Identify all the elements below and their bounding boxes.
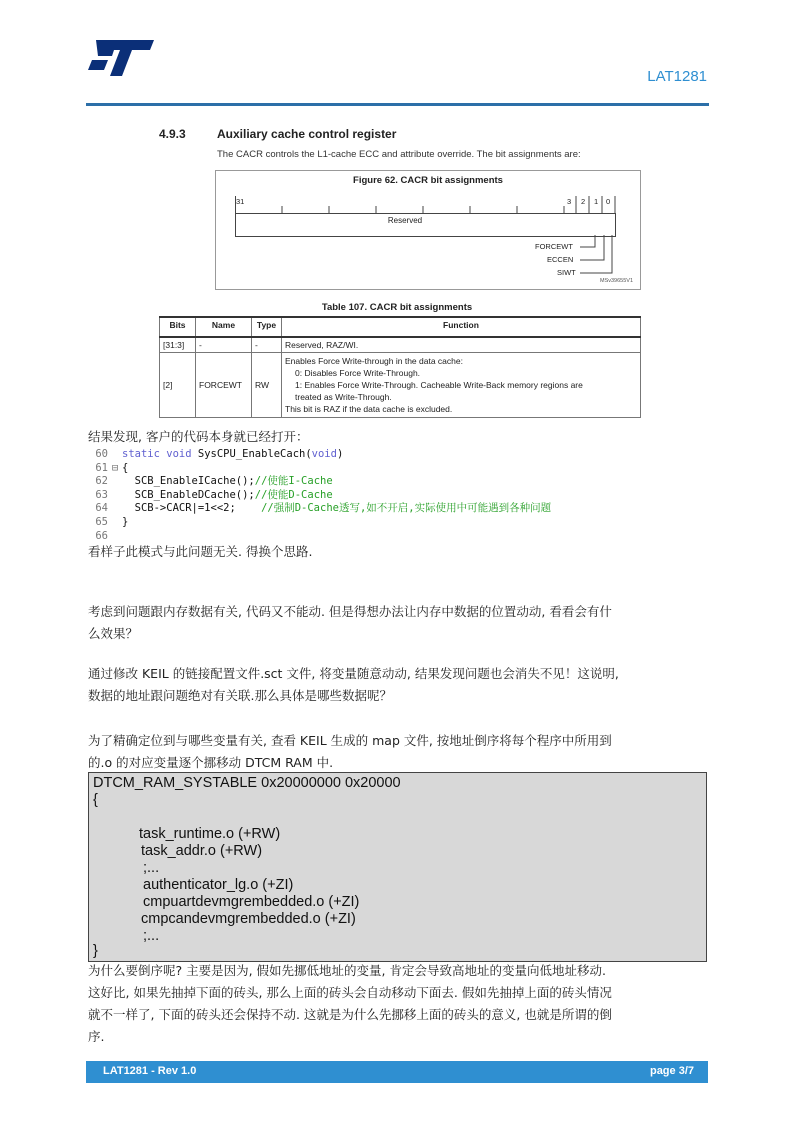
code-line [88, 475, 628, 489]
section-title: Auxiliary cache control register [217, 127, 397, 141]
field-eccen-label: ECCEN [547, 255, 574, 264]
paragraph: 结果发现, 客户的代码本身就已经打开： [88, 429, 309, 444]
paragraph-line: 考虑到问题跟内存数据有关, 代码又不能动. 但是得想办法让内存中数据的位置动动, 看看会有什 [88, 604, 612, 619]
paragraph [88, 730, 708, 774]
function-line: treated as Write-Through. [295, 392, 392, 402]
code-line: task_addr.o (+RW) [141, 843, 263, 859]
paragraph-line: 通过修改 KEIL 的链接配置文件.sct 文件, 将变量随意动动, 结果发现问题也会消失不见！这说明, [88, 666, 619, 681]
code-line: task_runtime.o (+RW) [139, 826, 281, 842]
code-text: } [122, 515, 129, 528]
line-number: 66 [95, 529, 108, 542]
table-cell: FORCEWT [196, 353, 252, 418]
field-forcewt-label: FORCEWT [535, 242, 573, 251]
code-line: ;... [143, 860, 160, 876]
table-cell: - [196, 337, 252, 353]
column-header: Bits [160, 317, 196, 337]
column-header: Type [252, 317, 282, 337]
paragraph-line: 这好比, 如果先抽掉下面的砖头, 那么上面的砖头会自动移动下面去. 假如先抽掉上面的砖头情况 [88, 985, 612, 1000]
line-number: 62 [95, 475, 108, 488]
table-cell: [31:3] [160, 337, 196, 353]
paragraph-line: 就不一样了, 下面的砖头还会保持不动. 这就是为什么先挪移上面的砖头的意义, 也就是所谓的倒 [88, 1007, 612, 1022]
line-number: 60 [95, 448, 108, 460]
line-number: 64 [95, 502, 108, 515]
st-logo [88, 38, 156, 78]
code-text: SCB_EnableDCache(); [122, 488, 255, 501]
code-line [88, 462, 628, 476]
code-line: cmpcandevmgrembedded.o (+ZI) [141, 911, 356, 927]
code-text: { [122, 461, 129, 474]
function-line: 1: Enables Force Write-Through. Cacheable Write-Back memory regions are [295, 380, 583, 390]
line-number: 63 [95, 488, 108, 501]
function-line: 0: Disables Force Write-Through. [295, 368, 421, 378]
bit-3-label: 3 [567, 197, 572, 206]
field-siwt-label: SIWT [557, 268, 576, 277]
code-line [88, 516, 628, 530]
paragraph [88, 960, 708, 1048]
table-cell: - [252, 337, 282, 353]
code-line [88, 489, 628, 503]
document-id: LAT1281 [647, 68, 707, 85]
function-line: Enables Force Write-through in the data cache: [285, 356, 463, 366]
paragraph [88, 601, 708, 645]
column-header: Name [196, 317, 252, 337]
bit-2-label: 2 [581, 197, 586, 206]
code-comment: //强制D-Cache透写,如不开启,实际使用中可能遇到各种问题 [261, 502, 552, 515]
column-header: Function [282, 317, 641, 337]
table-title: Table 107. CACR bit assignments [321, 302, 473, 313]
code-snippet [88, 448, 628, 542]
paragraph-line: 的.o 的对应变量逐个挪移动 DTCM RAM 中. [88, 755, 334, 770]
code-line: authenticator_lg.o (+ZI) [143, 877, 294, 893]
section-description: The CACR controls the L1-cache ECC and attribute override. The bit assignments are: [217, 149, 581, 160]
bit-1-label: 1 [594, 197, 599, 206]
table-row [160, 337, 641, 353]
paragraph-line: 序. [88, 1029, 105, 1044]
figure-code: MSv39655V1 [600, 278, 634, 284]
code-line: cmpuartdevmgrembedded.o (+ZI) [143, 894, 360, 910]
reference-manual-excerpt [153, 118, 641, 423]
table-cell: [2] [160, 353, 196, 418]
header-rule [86, 103, 709, 106]
paragraph-line: 么效果？ [88, 626, 139, 641]
bit-31-label: 31 [236, 197, 245, 206]
code-text: ) [336, 448, 344, 460]
section-number: 4.9.3 [159, 127, 186, 141]
code-keyword: void [311, 448, 337, 460]
code-line: { [93, 792, 98, 808]
code-line-cut [88, 529, 628, 542]
line-number: 65 [95, 515, 108, 528]
bit-0-label: 0 [606, 197, 611, 206]
figure-title: Figure 62. CACR bit assignments [353, 175, 503, 186]
code-comment: //使能I-Cache [254, 475, 333, 488]
paragraph: 看样子此模式与此问题无关. 得换个思路. [88, 544, 313, 559]
bit-assignments-table [159, 316, 641, 418]
paragraph-line: 为什么要倒序呢? 主要是因为, 假如先挪低地址的变量, 肯定会导致高地址的变量向低地址移动. [88, 963, 606, 978]
code-line [88, 448, 628, 462]
table-cell-function [282, 353, 641, 418]
table-row [160, 353, 641, 418]
footer-doc-revision: LAT1281 - Rev 1.0 [103, 1065, 197, 1077]
paragraph-line: 为了精确定位到与哪些变量有关, 查看 KEIL 生成的 map 文件, 按地址倒序将每个程序中所用到 [88, 733, 612, 748]
page-footer [86, 1061, 708, 1083]
table-cell: RW [252, 353, 282, 418]
code-text: SCB->CACR|=1<<2; [122, 502, 262, 515]
code-line [88, 502, 628, 516]
footer-page-number: page 3/7 [649, 1065, 694, 1077]
scatter-file-snippet [88, 772, 707, 962]
reserved-field-label: Reserved [387, 216, 423, 225]
code-line: DTCM_RAM_SYSTABLE 0x20000000 0x20000 [93, 775, 401, 791]
code-text: SysCPU_EnableCach( [191, 448, 312, 460]
code-keyword: static void [122, 448, 192, 460]
line-number: 61 [95, 461, 108, 474]
code-line: ;... [143, 928, 160, 944]
function-line: This bit is RAZ if the data cache is excluded. [285, 404, 453, 414]
fold-icon: ⊟ [111, 461, 119, 474]
code-line: } [93, 943, 98, 959]
table-cell: Reserved, RAZ/WI. [282, 337, 641, 353]
paragraph [88, 663, 708, 707]
code-text: SCB_EnableICache(); [122, 475, 255, 488]
paragraph-line: 数据的地址跟问题绝对有关联.那么具体是哪些数据呢？ [88, 688, 392, 703]
code-comment: //使能D-Cache [254, 488, 333, 501]
